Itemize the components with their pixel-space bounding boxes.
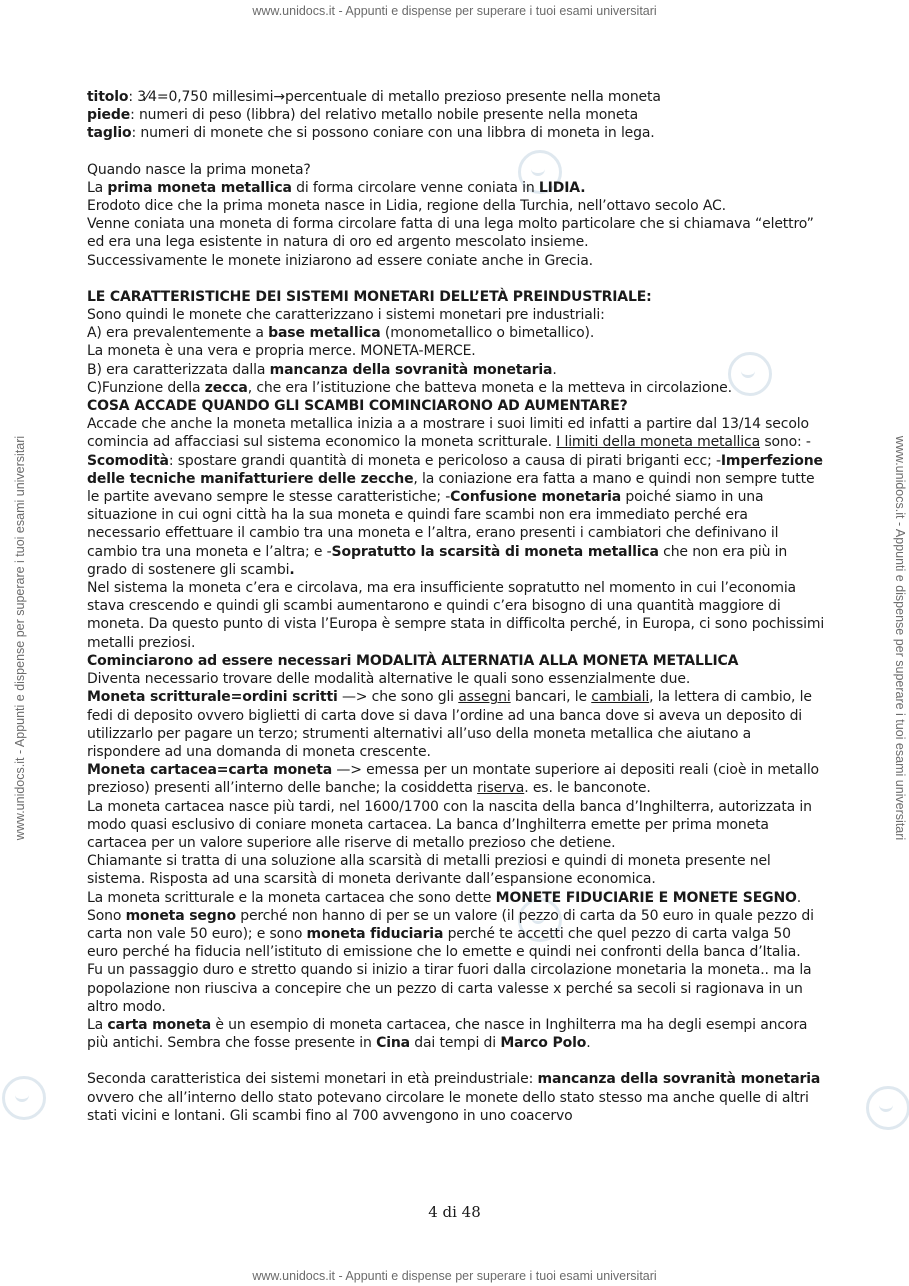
- paragraph: Nel sistema la moneta c’era e circolava, ma era insufficiente sopratutto nel momento in cui l’economia stava crescendo e quindi gli scambi aumentarono e quindi c’era bisogno di una quantità maggiore di moneta. Da questo punto di vista l’Europa è sempre stata in difficolta perché, in Europa, ci sono pochissimi metalli preziosi.: [87, 580, 825, 651]
- term: piede: [87, 107, 131, 124]
- text: . Sono: [87, 889, 802, 924]
- text: poiché siamo in una situazione in cui ogni città ha la sua moneta e quindi fare scambi non era immediato perché era necessario effettuare il cambio tra una moneta e l’altra, erano presenti i cambiatori che definivano il cambio tra una moneta e l’altra; e -: [87, 489, 779, 560]
- text: —> emessa per un montate superiore ai depositi reali (cioè in metallo prezioso) presenti all’interno delle banche; la cosiddetta: [87, 762, 819, 797]
- bold-text: carta moneta: [107, 1016, 212, 1033]
- underlined-text: cambiali: [591, 689, 650, 706]
- underlined-text: riserva: [477, 780, 525, 797]
- text: dai tempi di: [409, 1035, 501, 1052]
- text: .: [552, 361, 557, 378]
- text: Accade che anche la moneta metallica inizia a a mostrare i suoi limiti ed infatti a partire dal 13/14 secolo comincia ad affacciasi sul sistema economico la moneta scritturale.: [87, 416, 809, 451]
- bold-text: base metallica: [268, 325, 381, 342]
- section-heading: [87, 652, 825, 670]
- text: (monometallico o bimetallico).: [380, 325, 595, 342]
- section-heading: [87, 288, 825, 306]
- bold-text: LIDIA.: [538, 179, 586, 196]
- paragraph: Erodoto dice che la prima moneta nasce in Lidia, regione della Turchia, nell’ottavo secolo AC.: [87, 198, 726, 215]
- bold-text: moneta fiduciaria: [306, 925, 444, 942]
- paragraph: Chiamante si tratta di una soluzione alla scarsità di metalli preziosi e quindi di moneta presente nel sistema. Risposta ad una scarsità di moneta derivante dall’espansione economica.: [87, 853, 771, 888]
- text: B) era caratterizzata dalla: [87, 361, 270, 378]
- paragraph: [87, 1070, 825, 1125]
- text: che non era più in grado di sostenere gli scambi: [87, 543, 788, 578]
- document-body: [87, 88, 825, 1125]
- text: perché te accetti che quel pezzo di carta valga 50 euro perché ha fiducia nell’istituto di emissione che lo emette e quindi nei confronti della banca d’Italia.: [87, 925, 801, 961]
- text: C)Funzione della: [87, 379, 205, 396]
- watermark-bottom: www.unidocs.it - Appunti e dispense per superare i tuoi esami universitari: [252, 1269, 657, 1283]
- paragraph: [87, 688, 825, 761]
- text: , la coniazione era fatta a mano e quindi non sempre tutte le partite avevano sempre le stesse caratteristiche; -: [87, 470, 815, 506]
- paragraph: Successivamente le monete iniziarono ad essere coniate anche in Grecia.: [87, 252, 593, 269]
- bold-text: Imperfezione delle tecniche manifatturiere delle zecche: [87, 452, 823, 487]
- text: è un esempio di moneta cartacea, che nasce in Inghilterra ma ha degli esempi ancora più antichi. Sembra che fosse presente in: [87, 1016, 808, 1052]
- paragraph: Diventa necessario trovare delle modalità alternative le quali sono essenzialmente due.: [87, 671, 691, 688]
- heading-text: Cominciarono ad essere necessari MODALITÀ ALTERNATIA ALLA MONETA METALLICA: [87, 652, 739, 669]
- text: La moneta scritturale e la moneta cartacea che sono dette: [87, 889, 496, 906]
- term: taglio: [87, 125, 132, 142]
- underlined-text: assegni: [458, 689, 511, 706]
- text: Seconda caratteristica dei sistemi monetari in età preindustriale:: [87, 1071, 538, 1088]
- text: La: [87, 1016, 108, 1033]
- text: : numeri di peso (libbra) del relativo metallo nobile presente nella moneta: [130, 107, 639, 124]
- bold-text: Marco Polo: [500, 1035, 587, 1052]
- text: bancari, le: [510, 689, 592, 706]
- watermark-right: www.unidocs.it - Appunti e dispense per superare i tuoi esami universitari: [893, 435, 907, 841]
- paragraph: [87, 106, 825, 124]
- text: , la lettera di cambio, le fedi di deposito ovvero biglietti di carta dove si dava l’ordine ad una banca dove si aveva un deposito di utilizzarlo per pagare un terzo; strumenti alternativi all’uso della moneta metallica che aiutano a rispondere ad una domanda di moneta crescente.: [87, 689, 812, 760]
- paragraph: [87, 324, 825, 342]
- section-heading: [87, 397, 825, 415]
- watermark-logo-icon: [866, 1086, 909, 1130]
- text: A) era prevalentemente a: [87, 325, 269, 342]
- text: —> che sono gli: [337, 689, 459, 706]
- underlined-text: I limiti della moneta metallica: [556, 434, 761, 451]
- text: .: [586, 1035, 591, 1052]
- bold-text: zecca: [204, 379, 248, 396]
- text: : 3⁄4=0,750 millesimi→percentuale di metallo prezioso presente nella moneta: [128, 89, 661, 105]
- text: perché non hanno di per se un valore (il pezzo di carta da 50 euro in quale pezzo di carta non vale 50 euro); e sono: [87, 907, 814, 942]
- bold-text: prima moneta metallica: [107, 179, 292, 196]
- watermark-logo-icon: [2, 1076, 46, 1120]
- paragraph: La moneta cartacea nasce più tardi, nel 1600/1700 con la nascita della banca d’Inghilterra, autorizzata in modo quasi esclusivo di coniare moneta cartacea. La banca d’Inghilterra emette per prima moneta cartacea per un valore superiore alle riserve di metallo prezioso che detiene.: [87, 798, 812, 851]
- bold-text: Cina: [376, 1035, 410, 1052]
- bold-text: Scomodità: [87, 452, 169, 469]
- term: titolo: [87, 89, 129, 105]
- paragraph: [87, 415, 825, 579]
- bold-text: Moneta scritturale=ordini scritti: [87, 689, 338, 706]
- paragraph: [87, 361, 825, 379]
- text: ovvero che all’interno dello stato potevano circolare le monete dello stato stesso ma anche quelle di altri stati vicini e lontani. Gli scambi fino al 700 avvengono in uno coacervo: [87, 1089, 809, 1124]
- bold-text: MONETE FIDUCIARIE E MONETE SEGNO: [495, 889, 797, 906]
- watermark-left: www.unidocs.it - Appunti e dispense per superare i tuoi esami universitari: [13, 435, 27, 841]
- text: di forma circolare venne coniata in: [291, 179, 539, 196]
- bold-text: mancanza della sovranità monetaria: [269, 361, 553, 378]
- paragraph: [87, 88, 825, 106]
- paragraph: [87, 761, 825, 797]
- text: : spostare grandi quantità di moneta e pericoloso a causa di pirati briganti ecc; -: [168, 452, 721, 469]
- paragraph: Fu un passaggio duro e stretto quando si inizio a tirar fuori dalla circolazione monetaria la moneta.. ma la popolazione non riusciva a concepire che un pezzo di carta valesse x perché sa secoli si ragionava in un altro modo.: [87, 962, 812, 1015]
- text: La: [87, 179, 108, 196]
- bold-text: Sopratutto la scarsità di moneta metallica: [331, 543, 659, 560]
- bold-text: Confusione monetaria: [450, 489, 622, 506]
- text: : numeri di monete che si possono coniare con una libbra di moneta in lega.: [131, 125, 655, 142]
- page-number: 4 di 48: [428, 1203, 481, 1221]
- paragraph: [87, 179, 825, 197]
- text: sono: -: [760, 434, 811, 451]
- paragraph: [87, 1016, 825, 1052]
- text: . es. le banconote.: [524, 780, 651, 797]
- watermark-top: www.unidocs.it - Appunti e dispense per superare i tuoi esami universitari: [252, 4, 657, 18]
- paragraph: [87, 889, 825, 962]
- heading-text: COSA ACCADE QUANDO GLI SCAMBI COMINCIARONO AD AUMENTARE?: [87, 398, 628, 415]
- paragraph: Venne coniata una moneta di forma circolare fatta di una lega molto particolare che si chiamava “elettro” ed era una lega esistente in natura di oro ed argento mescolato insieme.: [87, 216, 814, 251]
- paragraph: Quando nasce la prima moneta?: [87, 161, 311, 178]
- bold-text: mancanza della sovranità monetaria: [537, 1071, 821, 1088]
- bold-text: .: [289, 561, 295, 578]
- paragraph: Sono quindi le monete che caratterizzano i sistemi monetari pre industriali:: [87, 307, 605, 324]
- paragraph: [87, 379, 825, 397]
- heading-text: LE CARATTERISTICHE DEI SISTEMI MONETARI DELL’ETÀ PREINDUSTRIALE:: [87, 288, 652, 305]
- paragraph: [87, 124, 825, 142]
- bold-text: moneta segno: [125, 907, 236, 924]
- bold-text: Moneta cartacea=carta moneta: [87, 762, 333, 779]
- text: , che era l’istituzione che batteva moneta e la metteva in circolazione.: [247, 379, 732, 396]
- paragraph: La moneta è una vera e propria merce. MONETA-MERCE.: [87, 343, 476, 360]
